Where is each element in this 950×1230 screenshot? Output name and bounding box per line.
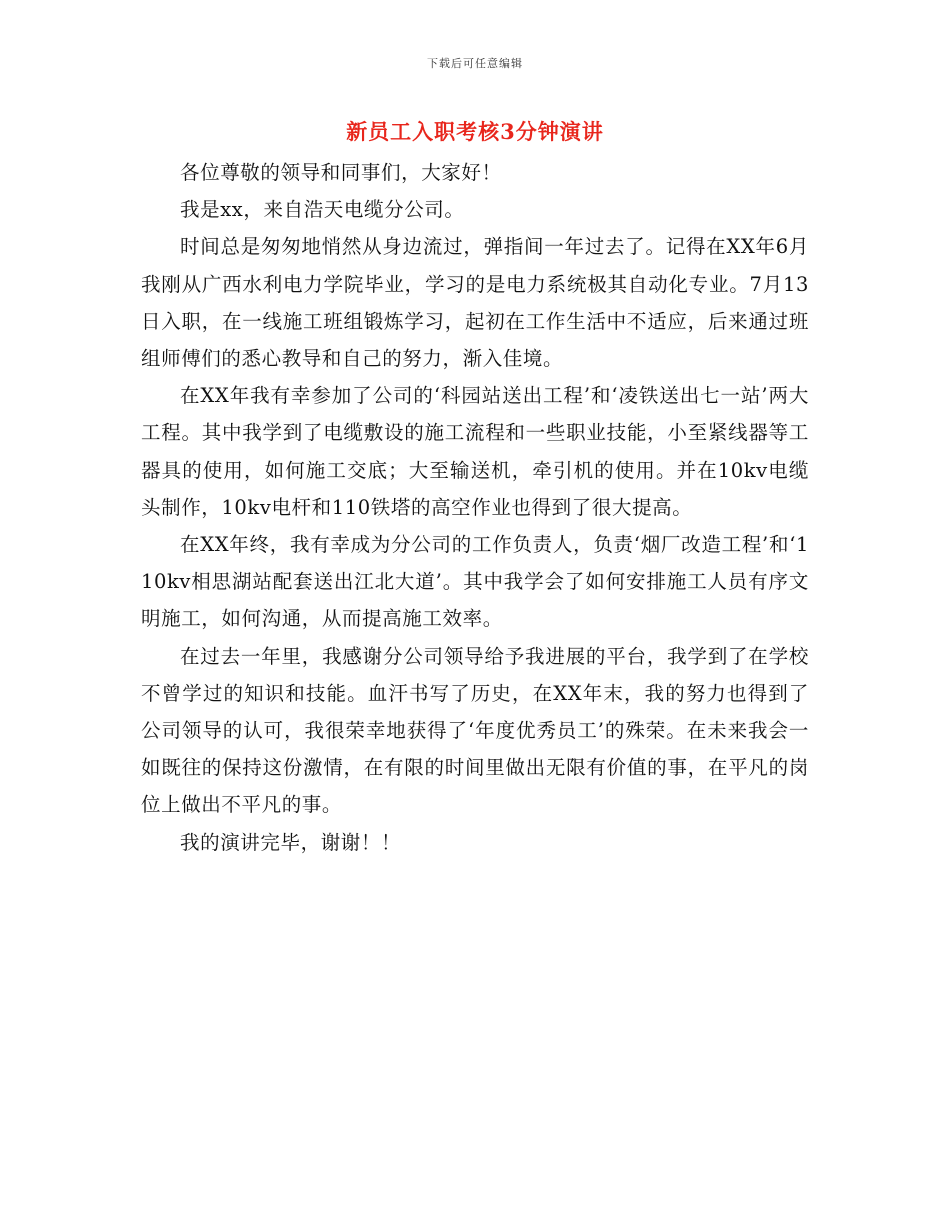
paragraph-greeting: 各位尊敬的领导和同事们，大家好！: [180, 161, 502, 184]
paragraph-intro: 我是xx，来自浩天电缆分公司。: [180, 198, 465, 222]
document-title: 新员工入职考核3分钟演讲: [346, 119, 604, 144]
paragraph-projects: 在XX年我有幸参加了公司的‘科园站送出工程’和‘凌铁送出七一站’两大工程。其中我学到了电缆敷设的施工流程和一些职业技能，小至紧线器等工器具的使用，如何施工交底；大至输送机，牵引机的使用。并在10kv电缆头制作，10kv电杆和110铁塔的高空作业也得到了很大提高。: [141, 384, 809, 519]
header-note: 下载后可任意编辑: [427, 57, 523, 70]
paragraph-reflection: 在过去一年里，我感谢分公司领导给予我进展的平台，我学到了在学校不曾学过的知识和技能。血汗书写了历史，在XX年末，我的努力也得到了公司领导的认可，我很荣幸地获得了‘年度优秀员工’的殊荣。在未来我会一如既往的保持这份激情，在有限的时间里做出无限有价值的事，在平凡的岗位上做出不平凡的事。: [141, 644, 809, 817]
paragraph-responsibility: 在XX年终，我有幸成为分公司的工作负责人，负责‘烟厂改造工程’和‘110kv相思湖站配套送出江北大道’。其中我学会了如何安排施工人员有序文明施工，如何沟通，从而提高施工效率。: [141, 533, 809, 631]
document-body: [141, 154, 809, 861]
paragraph-closing: 我的演讲完毕，谢谢！！: [180, 830, 402, 854]
paragraph-background: 时间总是匆匆地悄然从身边流过，弹指间一年过去了。记得在XX年6月我刚从广西水利电力学院毕业，学习的是电力系统极其自动化专业。7月13日入职，在一线施工班组锻炼学习，起初在工作生活中不适应，后来通过班组师傅们的悉心教导和自己的努力，渐入佳境。: [141, 235, 809, 371]
